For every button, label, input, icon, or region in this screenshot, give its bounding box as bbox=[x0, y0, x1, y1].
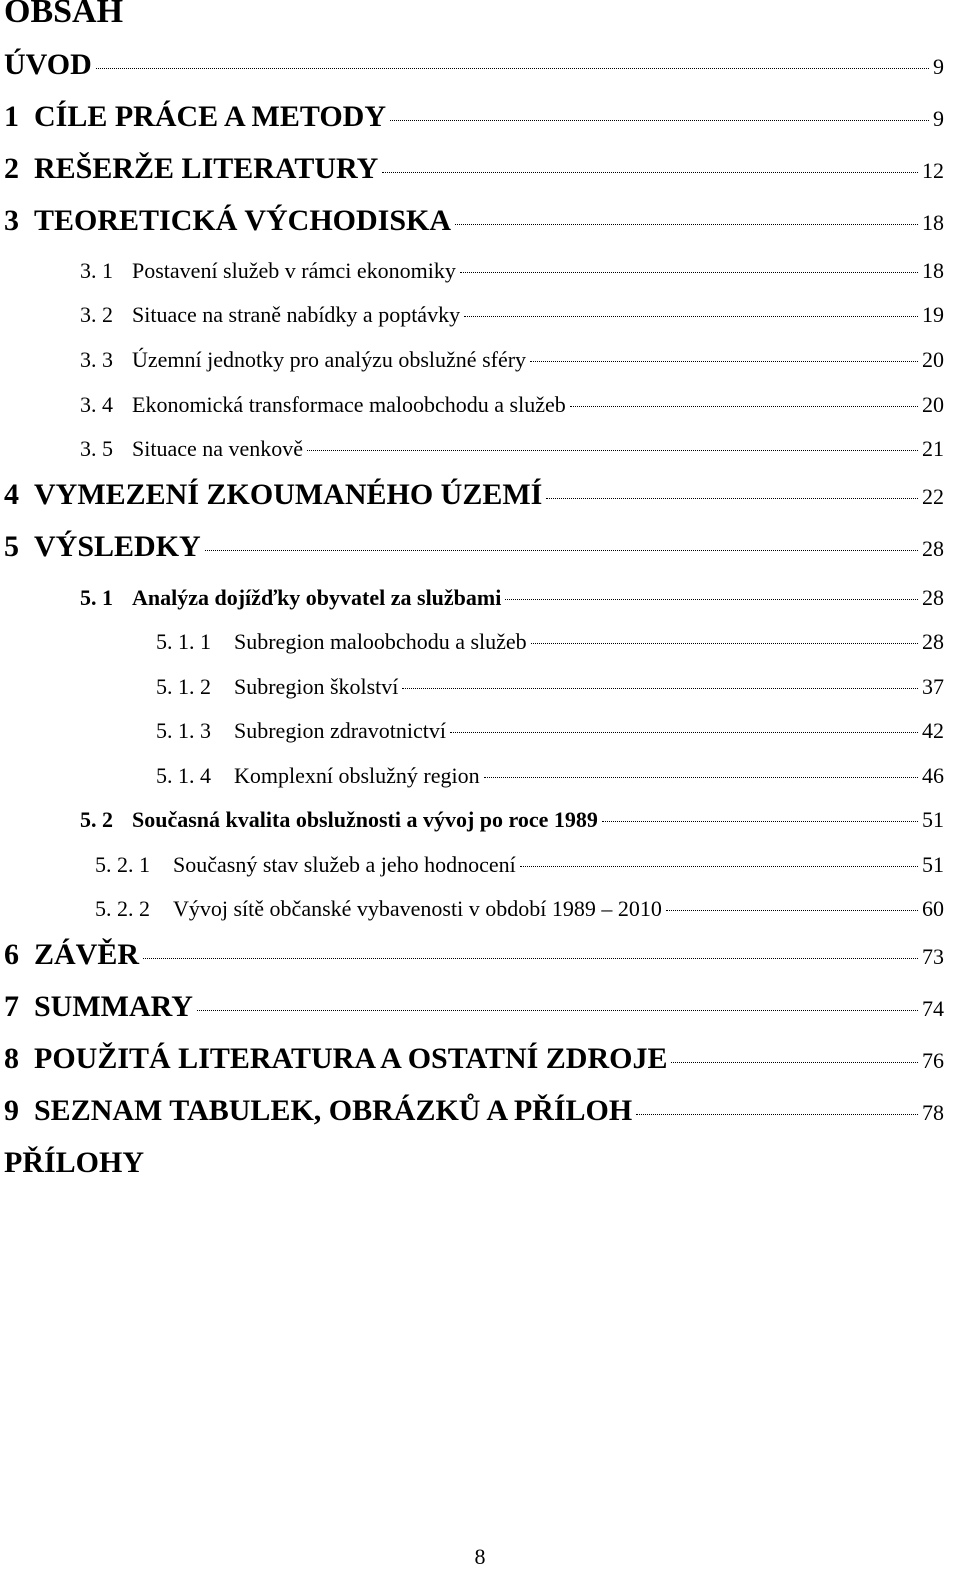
dot-leader bbox=[671, 1061, 918, 1063]
toc-entry-chapter-1[interactable] bbox=[4, 100, 944, 140]
toc-entry-number: 5. 1 bbox=[80, 585, 113, 610]
toc-entry-number: 3 bbox=[4, 204, 19, 237]
dot-leader bbox=[602, 820, 918, 822]
toc-entry-label: SEZNAM TABULEK, OBRÁZKŮ A PŘÍLOH bbox=[34, 1094, 633, 1127]
toc-entry-number: 5 bbox=[4, 530, 19, 563]
toc-entry-uvod[interactable] bbox=[4, 48, 944, 88]
toc-entry-page: 28 bbox=[922, 536, 944, 561]
toc-entry-page: 9 bbox=[933, 106, 944, 131]
toc-entry-number: 7 bbox=[4, 990, 19, 1023]
toc-entry-label: Ekonomická transformace maloobchodu a služeb bbox=[132, 392, 566, 417]
toc-entry-number: 3. 4 bbox=[80, 392, 113, 417]
toc-entry-chapter-9[interactable] bbox=[4, 1094, 944, 1134]
dot-leader bbox=[96, 67, 929, 69]
dot-leader bbox=[531, 642, 918, 644]
toc-entry-number: 3. 5 bbox=[80, 436, 113, 461]
toc-entry-page: 78 bbox=[922, 1100, 944, 1125]
toc-entry-chapter-8[interactable] bbox=[4, 1042, 944, 1082]
dot-leader bbox=[382, 171, 918, 173]
toc-entry-number: 5. 2 bbox=[80, 807, 113, 832]
dot-leader bbox=[546, 497, 918, 499]
toc-entry-subsection-5-1-1[interactable] bbox=[156, 629, 944, 659]
toc-entry-section-3-1[interactable] bbox=[80, 258, 944, 288]
toc-entry-page: 20 bbox=[922, 347, 944, 372]
toc-entry-number: 6 bbox=[4, 938, 19, 971]
dot-leader bbox=[307, 449, 918, 451]
toc-entry-subsection-5-2-2[interactable] bbox=[95, 896, 944, 926]
dot-leader bbox=[143, 957, 918, 959]
toc-entry-page: 37 bbox=[922, 674, 944, 699]
toc-entry-page: 42 bbox=[922, 718, 944, 743]
toc-entry-page: 22 bbox=[922, 484, 944, 509]
dot-leader bbox=[464, 315, 918, 317]
toc-entry-page: 51 bbox=[922, 852, 944, 877]
toc-entry-number: 5. 1. 3 bbox=[156, 718, 211, 743]
toc-entry-label: Postavení služeb v rámci ekonomiky bbox=[132, 258, 456, 283]
toc-entry-label: Subregion školství bbox=[234, 674, 399, 699]
toc-entry-number: 5. 1. 2 bbox=[156, 674, 211, 699]
toc-entry-section-5-1[interactable] bbox=[80, 585, 944, 615]
dot-leader bbox=[402, 687, 918, 689]
toc-entry-chapter-4[interactable] bbox=[4, 478, 944, 518]
toc-entry-section-3-4[interactable] bbox=[80, 392, 944, 422]
toc-entry-label: Situace na straně nabídky a poptávky bbox=[132, 302, 461, 327]
toc-entry-label: VYMEZENÍ ZKOUMANÉHO ÚZEMÍ bbox=[34, 478, 543, 511]
toc-entry-page: 74 bbox=[922, 996, 944, 1021]
toc-entry-subsection-5-2-1[interactable] bbox=[95, 852, 944, 882]
page-number: 8 bbox=[474, 1544, 486, 1569]
toc-entry-page: 28 bbox=[922, 585, 944, 610]
toc-entry-section-3-3[interactable] bbox=[80, 347, 944, 377]
toc-entry-label: Územní jednotky pro analýzu obslužné sféry bbox=[132, 347, 527, 372]
toc-entry-section-3-5[interactable] bbox=[80, 436, 944, 466]
toc-entry-label: TEORETICKÁ VÝCHODISKA bbox=[34, 204, 452, 237]
dot-leader bbox=[530, 360, 918, 362]
toc-entry-number: 5. 2. 1 bbox=[95, 852, 150, 877]
toc-entry-number: 5. 1. 1 bbox=[156, 629, 211, 654]
dot-leader bbox=[570, 405, 918, 407]
toc-entry-number: 5. 1. 4 bbox=[156, 763, 211, 788]
dot-leader bbox=[484, 776, 918, 778]
toc-entry-number: 3. 2 bbox=[80, 302, 113, 327]
page-title: OBSAH bbox=[4, 0, 124, 30]
toc-entry-page: 20 bbox=[922, 392, 944, 417]
toc-entry-label: Subregion zdravotnictví bbox=[234, 718, 447, 743]
toc-entry-page: 18 bbox=[922, 258, 944, 283]
dot-leader bbox=[460, 271, 918, 273]
toc-entry-page: 46 bbox=[922, 763, 944, 788]
toc-entry-label: Analýza dojížďky obyvatel za službami bbox=[132, 585, 502, 610]
toc-entry-section-5-2[interactable] bbox=[80, 807, 944, 837]
toc-entry-page: 51 bbox=[922, 807, 944, 832]
toc-entry-page: 73 bbox=[922, 944, 944, 969]
toc-entry-page: 76 bbox=[922, 1048, 944, 1073]
toc-entry-chapter-5[interactable] bbox=[4, 530, 944, 570]
toc-entry-label: SUMMARY bbox=[34, 990, 193, 1023]
toc-entry-label: CÍLE PRÁCE A METODY bbox=[34, 100, 387, 133]
toc-entry-section-3-2[interactable] bbox=[80, 302, 944, 332]
toc-entry-page: 18 bbox=[922, 210, 944, 235]
toc-entry-page: 12 bbox=[922, 158, 944, 183]
toc-entry-subsection-5-1-4[interactable] bbox=[156, 763, 944, 793]
toc-entry-page: 21 bbox=[922, 436, 944, 461]
toc-entry-chapter-2[interactable] bbox=[4, 152, 944, 192]
toc-entry-label: REŠERŽE LITERATURY bbox=[34, 152, 379, 185]
toc-entry-label: POUŽITÁ LITERATURA A OSTATNÍ ZDROJE bbox=[34, 1042, 668, 1075]
toc-entry-page: 28 bbox=[922, 629, 944, 654]
dot-leader bbox=[205, 549, 918, 551]
toc-entry-number: 3. 3 bbox=[80, 347, 113, 372]
dot-leader bbox=[505, 598, 918, 600]
toc-entry-label: ZÁVĚR bbox=[34, 938, 140, 971]
toc-entry-label: VÝSLEDKY bbox=[34, 530, 201, 563]
toc-entry-chapter-7[interactable] bbox=[4, 990, 944, 1030]
toc-entry-label: ÚVOD bbox=[4, 48, 92, 81]
toc-entry-subsection-5-1-2[interactable] bbox=[156, 674, 944, 704]
toc-entry-number: 3. 1 bbox=[80, 258, 113, 283]
toc-entry-chapter-6[interactable] bbox=[4, 938, 944, 978]
toc-entry-number: 4 bbox=[4, 478, 19, 511]
toc-entry-appendix[interactable]: PŘÍLOHY bbox=[4, 1146, 145, 1179]
toc-entry-label: Současná kvalita obslužnosti a vývoj po roce 1989 bbox=[132, 807, 598, 832]
dot-leader bbox=[666, 909, 918, 911]
dot-leader bbox=[636, 1113, 918, 1115]
dot-leader bbox=[197, 1009, 918, 1011]
dot-leader bbox=[450, 731, 918, 733]
toc-entry-chapter-3[interactable] bbox=[4, 204, 944, 244]
dot-leader bbox=[390, 119, 929, 121]
toc-entry-label: Situace na venkově bbox=[132, 436, 304, 461]
toc-entry-number: 2 bbox=[4, 152, 19, 185]
toc-entry-label: Komplexní obslužný region bbox=[234, 763, 480, 788]
toc-entry-number: 8 bbox=[4, 1042, 19, 1075]
toc-entry-page: 19 bbox=[922, 302, 944, 327]
toc-entry-number: 9 bbox=[4, 1094, 19, 1127]
toc-entry-label: Subregion maloobchodu a služeb bbox=[234, 629, 527, 654]
toc-entry-label: Současný stav služeb a jeho hodnocení bbox=[173, 852, 516, 877]
dot-leader bbox=[455, 223, 918, 225]
dot-leader bbox=[520, 865, 918, 867]
toc-entry-subsection-5-1-3[interactable] bbox=[156, 718, 944, 748]
toc-entry-number: 5. 2. 2 bbox=[95, 896, 150, 921]
toc-entry-label: Vývoj sítě občanské vybavenosti v období 1989 – 2010 bbox=[173, 896, 662, 921]
toc-entry-page: 60 bbox=[922, 896, 944, 921]
toc-entry-number: 1 bbox=[4, 100, 19, 133]
toc-entry-page: 9 bbox=[933, 54, 944, 79]
